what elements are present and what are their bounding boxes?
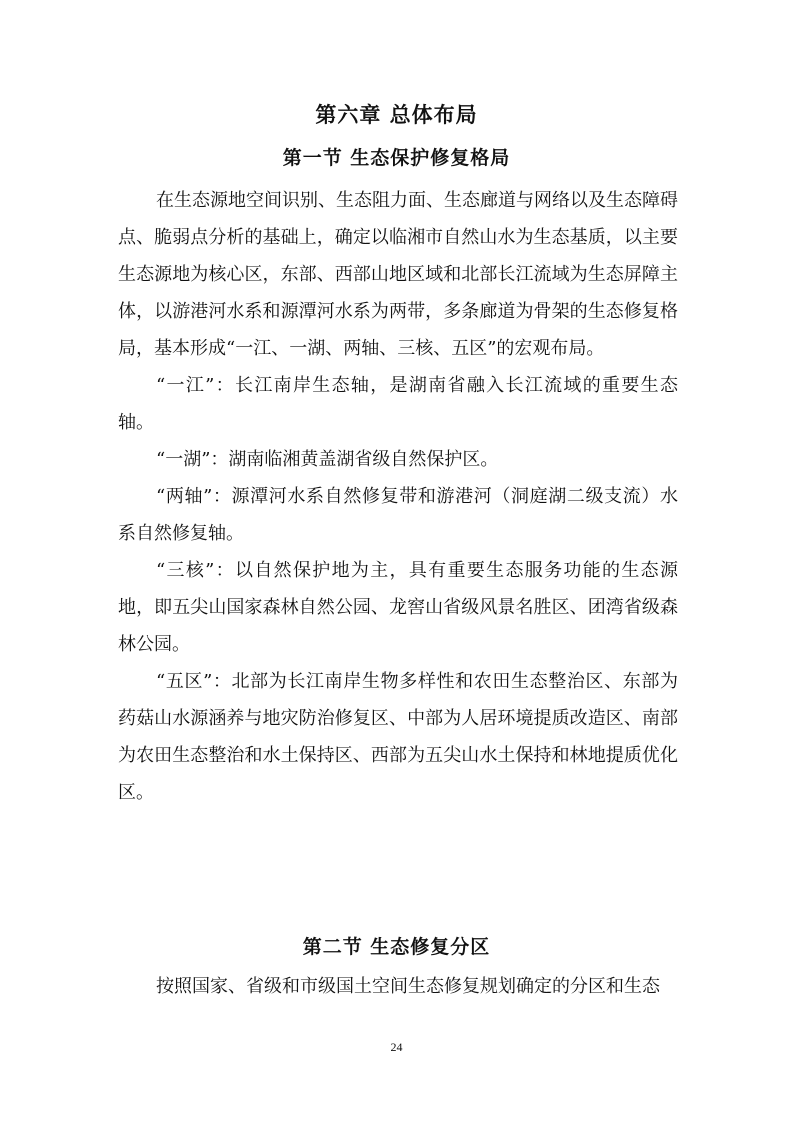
paragraph: “三核”：以自然保护地为主，具有重要生态服务功能的生态源地，即五尖山国家森林自然公园、龙窖山省级风景名胜区、团湾省级森林公园。 [118, 560, 678, 655]
section-body [118, 968, 678, 1005]
section-title: 第二节 生态修复分区 [302, 936, 491, 958]
paragraph: “两轴”：源潭河水系自然修复带和游港河（洞庭湖二级支流）水系自然修复轴。 [118, 486, 678, 544]
section-title: 第一节 生态保护修复格局 [282, 147, 511, 169]
paragraph: “五区”：北部为长江南岸生物多样性和农田生态整治区、东部为药菇山水源涵养与地灾防治修复区、中部为人居环境提质改造区、南部为农田生态整治和水土保持区、西部为五尖山水土保持和林地提质优化区。 [118, 671, 678, 803]
paragraph: 按照国家、省级和市级国土空间生态修复规划确定的分区和生态 [156, 976, 660, 997]
chapter-title: 第六章 总体布局 [315, 103, 478, 127]
paragraph: “一湖”：湖南临湘黄盖湖省级自然保护区。 [156, 449, 499, 470]
paragraph: 在生态源地空间识别、生态阻力面、生态廊道与网络以及生态障碍点、脆弱点分析的基础上，确定以临湘市自然山水为生态基质，以主要生态源地为核心区，东部、西部山地区域和北部长江流域为生态屏障主体，以游港河水系和源潭河水系为两带，多条廊道为骨架的生态修复格局，基本形成“一江、一湖、两轴、三核、五区”的宏观布局。 [118, 190, 678, 359]
page-number: 24 [390, 1040, 403, 1054]
paragraph: “一江”：长江南岸生态轴，是湖南省融入长江流域的重要生态轴。 [118, 375, 678, 433]
section-body [118, 182, 678, 811]
